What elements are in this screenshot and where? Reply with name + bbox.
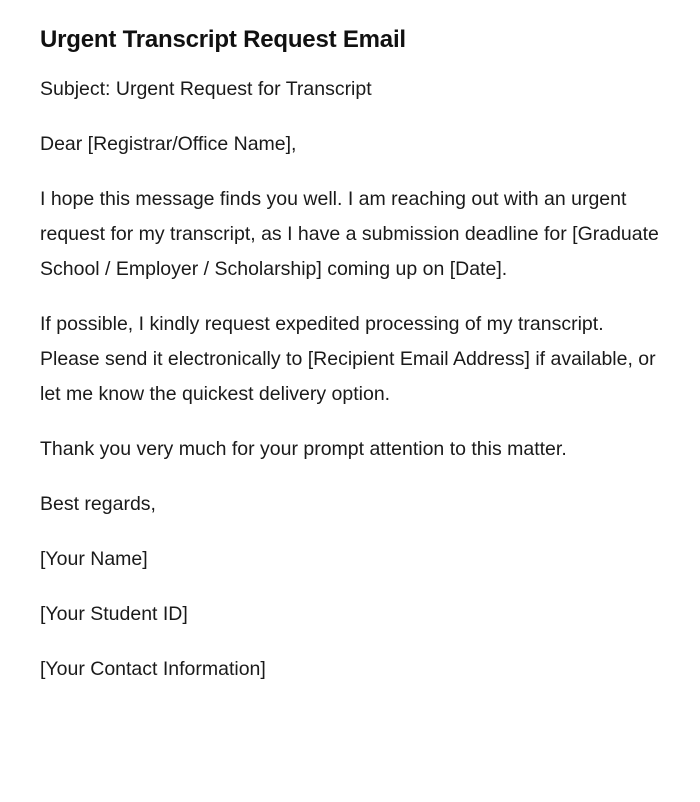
email-subject-line: Subject: Urgent Request for Transcript [40,78,372,100]
document-title: Urgent Transcript Request Email [40,26,406,53]
email-body-paragraph-thanks: Thank you very much for your prompt attention to this matter. [40,438,567,460]
email-greeting: Dear [Registrar/Office Name], [40,133,297,155]
signature-student-id: [Your Student ID] [40,603,188,625]
signature-name: [Your Name] [40,548,148,570]
signature-contact-info: [Your Contact Information] [40,658,266,680]
email-body-paragraph-request: If possible, I kindly request expedited processing of my transcript. Please send it electronically to [Recipient Email Address] if available, or let me know the quickest delivery option. [40,313,656,405]
email-closing: Best regards, [40,493,156,515]
email-template-document [40,22,660,687]
email-body-paragraph-intro: I hope this message finds you well. I am reaching out with an urgent request for my transcript, as I have a submission deadline for [Graduate School / Employer / Scholarship] coming up on [Date]. [40,188,659,280]
